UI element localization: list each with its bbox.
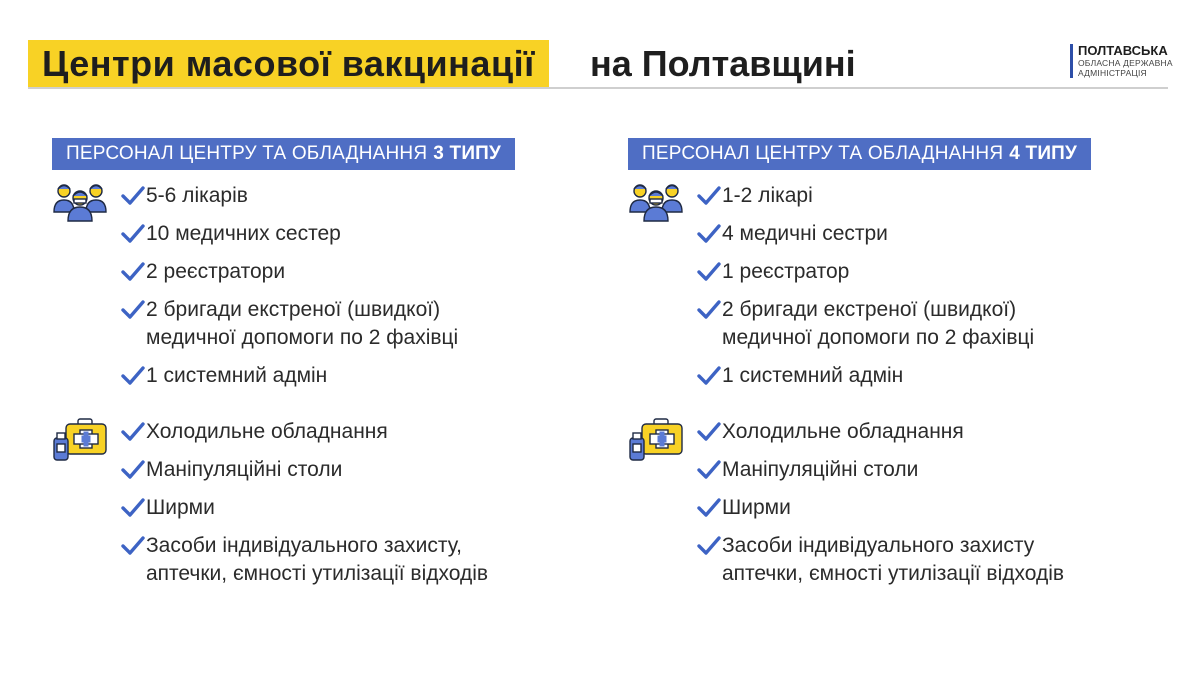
list-item-text: [722, 182, 813, 210]
list-item: [696, 418, 1148, 446]
list-item-line-1: 1-2 лікарі: [722, 184, 813, 207]
list-item-text: [722, 296, 1034, 352]
list-item-text: [146, 494, 215, 522]
list-item: [696, 456, 1148, 484]
header-divider: [28, 87, 1168, 89]
staff-group: [52, 182, 572, 390]
section-banner: [52, 138, 515, 170]
page-title-highlight: Центри масової вакцинації: [28, 40, 549, 88]
checkmark-icon: [696, 222, 722, 246]
logo-line-1: ПОЛТАВСЬКА: [1078, 43, 1168, 58]
equipment-group: [52, 418, 572, 588]
checkmark-icon: [696, 184, 722, 208]
section-banner: [628, 138, 1091, 170]
list-item-line-1: Маніпуляційні столи: [146, 458, 343, 481]
banner-type: 4 ТИПУ: [1009, 143, 1078, 164]
list-item-line-1: 1 реєстратор: [722, 260, 850, 283]
checkmark-icon: [120, 496, 146, 520]
logo: [1070, 44, 1178, 78]
list-item-line-1: Ширми: [146, 496, 215, 519]
list-item: [120, 182, 572, 210]
list-item: [696, 494, 1148, 522]
list-item: [696, 296, 1148, 352]
column-type-4: [628, 138, 1148, 598]
banner-text: ПЕРСОНАЛ ЦЕНТРУ ТА ОБЛАДНАННЯ: [66, 143, 428, 164]
banner-text: ПЕРСОНАЛ ЦЕНТРУ ТА ОБЛАДНАННЯ: [642, 143, 1004, 164]
checkmark-icon: [120, 260, 146, 284]
list-item-text: [146, 220, 341, 248]
list-item-line-1: Холодильне обладнання: [146, 420, 388, 443]
list-item: [120, 296, 572, 352]
staff-list: [120, 182, 572, 390]
list-item-text: [146, 182, 248, 210]
staff-list: [696, 182, 1148, 390]
checkmark-icon: [120, 184, 146, 208]
list-item: [120, 532, 572, 588]
staff-group: [628, 182, 1148, 390]
list-item-text: [722, 220, 888, 248]
list-item: [696, 182, 1148, 210]
list-item-text: [722, 532, 1064, 588]
list-item-line-1: Ширми: [722, 496, 791, 519]
checkmark-icon: [120, 364, 146, 388]
list-item-line-2: аптечки, ємності утилізації відходів: [722, 562, 1065, 585]
medical-kit-icon: [628, 418, 686, 467]
list-item-text: [722, 456, 918, 484]
list-item-text: [146, 418, 388, 446]
medical-staff-icon: [628, 182, 684, 227]
list-item-line-1: 5-6 лікарів: [146, 184, 248, 207]
list-item-line-1: Засоби індивідуального захисту,: [146, 534, 462, 557]
list-item-line-1: Засоби індивідуального захисту: [722, 534, 1035, 557]
list-item-line-1: 2 бригади екстреної (швидкої): [722, 298, 1017, 321]
list-item: [120, 258, 572, 286]
list-item-text: [722, 494, 791, 522]
equipment-list: [696, 418, 1148, 588]
logo-line-3: АДМІНІСТРАЦІЯ: [1078, 68, 1147, 78]
list-item-line-2: медичної допомоги по 2 фахівці: [146, 326, 459, 349]
list-item: [696, 532, 1148, 588]
logo-line-2: ОБЛАСНА ДЕРЖАВНА: [1078, 58, 1173, 68]
checkmark-icon: [696, 364, 722, 388]
list-item-text: [146, 456, 342, 484]
list-item-text: [722, 362, 903, 390]
checkmark-icon: [696, 420, 722, 444]
list-item: [120, 220, 572, 248]
list-item-text: [146, 258, 285, 286]
banner-type: 3 ТИПУ: [433, 143, 502, 164]
column-type-3: [52, 138, 572, 598]
list-item: [696, 362, 1148, 390]
list-item-line-2: аптечки, ємності утилізації відходів: [146, 562, 489, 585]
equipment-list: [120, 418, 572, 588]
list-item: [120, 494, 572, 522]
list-item: [120, 418, 572, 446]
list-item-text: [722, 418, 964, 446]
list-item: [696, 220, 1148, 248]
list-item-line-1: Холодильне обладнання: [722, 420, 964, 443]
checkmark-icon: [696, 298, 722, 322]
list-item-line-1: Маніпуляційні столи: [722, 458, 919, 481]
list-item-line-2: медичної допомоги по 2 фахівці: [722, 326, 1035, 349]
checkmark-icon: [696, 458, 722, 482]
list-item-line-1: 2 реєстратори: [146, 260, 286, 283]
list-item-line-1: 10 медичних сестер: [146, 222, 341, 245]
list-item-line-1: 2 бригади екстреної (швидкої): [146, 298, 441, 321]
list-item-line-1: 1 системний адмін: [722, 364, 904, 387]
equipment-group: [628, 418, 1148, 588]
list-item: [120, 362, 572, 390]
checkmark-icon: [120, 458, 146, 482]
list-item-line-1: 4 медичні сестри: [722, 222, 888, 245]
checkmark-icon: [120, 534, 146, 558]
medical-staff-icon: [52, 182, 108, 227]
checkmark-icon: [696, 260, 722, 284]
checkmark-icon: [120, 298, 146, 322]
page-title-rest: на Полтавщині: [590, 43, 856, 84]
medical-kit-icon: [52, 418, 110, 467]
list-item-text: [722, 258, 849, 286]
list-item-text: [146, 362, 327, 390]
list-item-text: [146, 296, 458, 352]
checkmark-icon: [120, 420, 146, 444]
list-item-text: [146, 532, 488, 588]
list-item: [696, 258, 1148, 286]
list-item-line-1: 1 системний адмін: [146, 364, 328, 387]
checkmark-icon: [696, 534, 722, 558]
checkmark-icon: [120, 222, 146, 246]
list-item: [120, 456, 572, 484]
checkmark-icon: [696, 496, 722, 520]
